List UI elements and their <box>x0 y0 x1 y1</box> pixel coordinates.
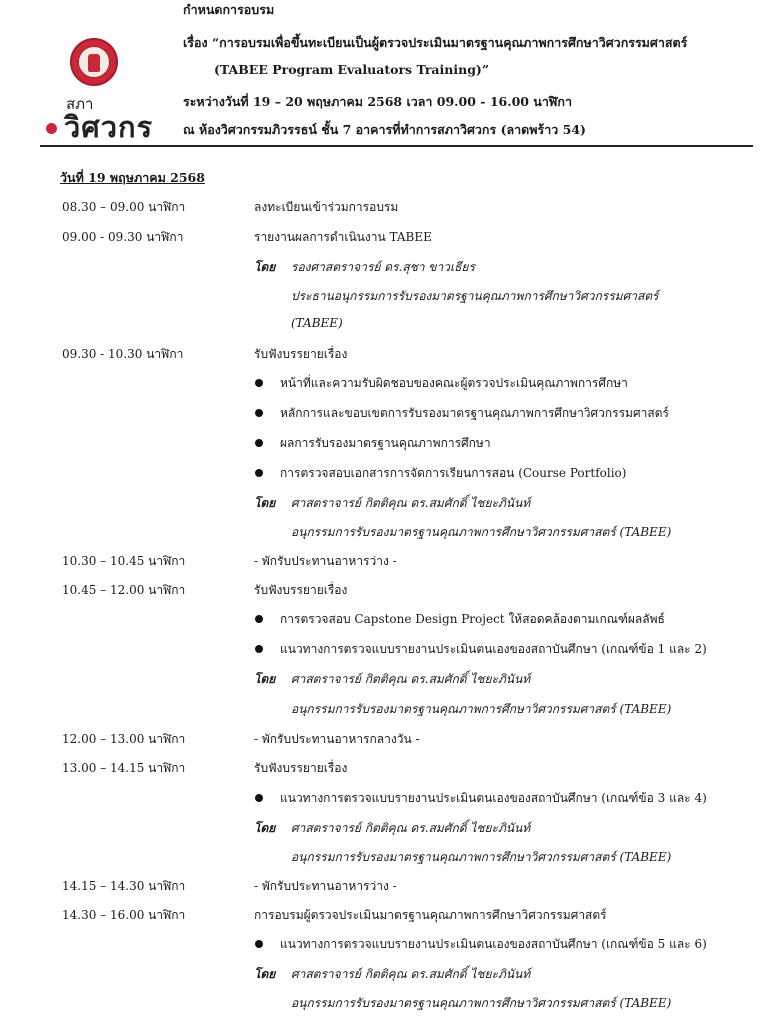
speaker-role: อนุกรรมการรับรองมาตรฐานคุณภาพการศึกษาวิศวกรรมศาสตร์ (TABEE) <box>291 996 672 1010</box>
speaker-row <box>0 965 763 985</box>
topic-text: การตรวจสอบเอกสารการจัดการเรียนการสอน (Course Portfolio) <box>280 466 627 480</box>
topic-text: แนวทางการตรวจแบบรายงานประเมินตนเองของสถาบันศึกษา (เกณฑ์ข้อ 1 และ 2) <box>280 642 707 656</box>
speaker-row <box>0 494 763 514</box>
time-slot: 12.00 – 13.00 นาฬิกา <box>62 732 186 746</box>
speaker-role-row <box>0 316 763 336</box>
topic-text: หน้าที่และความรับผิดชอบของคณะผู้ตรวจประเมินคุณภาพการศึกษา <box>280 376 628 390</box>
bullet-icon <box>255 379 263 387</box>
by-label: โดย <box>254 821 276 835</box>
speaker-role-row <box>0 848 763 868</box>
speaker-name: ศาสตราจารย์ กิตติคุณ ดร.สมศักดิ์ ไชยะภินันท์ <box>291 496 531 510</box>
time-slot: 14.30 – 16.00 นาฬิกา <box>62 908 186 922</box>
speaker-row <box>0 819 763 839</box>
topic-item <box>0 789 763 809</box>
bullet-icon <box>255 794 263 802</box>
speaker-role: อนุกรรมการรับรองมาตรฐานคุณภาพการศึกษาวิศวกรรมศาสตร์ (TABEE) <box>291 850 672 864</box>
session-desc: - พักรับประทานอาหารกลางวัน - <box>254 732 420 746</box>
speaker-role-row <box>0 700 763 720</box>
schedule-row <box>0 198 763 218</box>
speaker-name: ศาสตราจารย์ กิตติคุณ ดร.สมศักดิ์ ไชยะภินันท์ <box>291 967 531 981</box>
topic-item <box>0 404 763 424</box>
session-desc: รายงานผลการดำเนินงาน TABEE <box>254 230 432 244</box>
topic-item <box>0 434 763 454</box>
speaker-name: ศาสตราจารย์ กิตติคุณ ดร.สมศักดิ์ ไชยะภินันท์ <box>291 821 531 835</box>
by-label: โดย <box>254 672 276 686</box>
topic-item <box>0 935 763 955</box>
session-desc: รับฟังบรรยายเรื่อง <box>254 761 348 775</box>
time-slot: 13.00 – 14.15 นาฬิกา <box>62 761 186 775</box>
bullet-icon <box>255 439 263 447</box>
doc-subject-en: (TABEE Program Evaluators Training)” <box>214 62 490 77</box>
doc-venue: ณ ห้องวิศวกรรมภิวรรธน์ ชั้น 7 อาคารที่ทำการสภาวิศวกร (ลาดพร้าว 54) <box>183 122 586 137</box>
topic-item <box>0 464 763 484</box>
topic-text: หลักการและขอบเขตการรับรองมาตรฐานคุณภาพการศึกษาวิศวกรรมศาสตร์ <box>280 406 669 420</box>
bullet-icon <box>255 940 263 948</box>
schedule-row <box>0 581 763 601</box>
topic-item <box>0 610 763 630</box>
topic-text: การตรวจสอบ Capstone Design Project ให้สอดคล้องตามเกณฑ์ผลลัพธ์ <box>280 612 665 626</box>
session-desc: - พักรับประทานอาหารว่าง - <box>254 554 397 568</box>
doc-dates: ระหว่างวันที่ 19 – 20 พฤษภาคม 2568 เวลา 09.00 - 16.00 นาฬิกา <box>183 94 573 109</box>
speaker-row <box>0 670 763 690</box>
by-label: โดย <box>254 496 276 510</box>
logo-text-small: สภา <box>66 95 94 113</box>
bullet-icon <box>255 645 263 653</box>
speaker-role: ประธานอนุกรรมการรับรองมาตรฐานคุณภาพการศึกษาวิศวกรรมศาสตร์ <box>291 289 659 303</box>
speaker-name: รองศาสตราจารย์ ดร.สุชา ขาวเธียร <box>291 260 475 274</box>
header-divider <box>40 145 753 147</box>
topic-item <box>0 640 763 660</box>
speaker-role-row <box>0 523 763 543</box>
logo-dot-icon <box>46 123 57 134</box>
schedule-row <box>0 877 763 897</box>
schedule-row <box>0 906 763 926</box>
time-slot: 14.15 – 14.30 นาฬิกา <box>62 879 186 893</box>
speaker-name: ศาสตราจารย์ กิตติคุณ ดร.สมศักดิ์ ไชยะภินันท์ <box>291 672 531 686</box>
bullet-icon <box>255 409 263 417</box>
logo-text-big: วิศวกร <box>64 110 154 144</box>
by-label: โดย <box>254 260 276 274</box>
topic-text: แนวทางการตรวจแบบรายงานประเมินตนเองของสถาบันศึกษา (เกณฑ์ข้อ 3 และ 4) <box>280 791 707 805</box>
topic-text: แนวทางการตรวจแบบรายงานประเมินตนเองของสถาบันศึกษา (เกณฑ์ข้อ 5 และ 6) <box>280 937 707 951</box>
time-slot: 10.30 – 10.45 นาฬิกา <box>62 554 186 568</box>
by-label: โดย <box>254 967 276 981</box>
time-slot: 09.30 - 10.30 นาฬิกา <box>62 347 184 361</box>
bullet-icon <box>255 469 263 477</box>
time-slot: 08.30 – 09.00 นาฬิกา <box>62 200 186 214</box>
schedule-row <box>0 730 763 750</box>
session-desc: การอบรมผู้ตรวจประเมินมาตรฐานคุณภาพการศึกษาวิศวกรรมศาสตร์ <box>254 908 607 922</box>
day-title: วันที่ 19 พฤษภาคม 2568 <box>60 170 205 185</box>
doc-title: กำหนดการอบรม <box>183 2 275 17</box>
session-desc: ลงทะเบียนเข้าร่วมการอบรม <box>254 200 399 214</box>
schedule-row <box>0 228 763 248</box>
session-desc: รับฟังบรรยายเรื่อง <box>254 347 348 361</box>
bullet-icon <box>255 615 263 623</box>
schedule-row <box>0 552 763 572</box>
time-slot: 09.00 - 09.30 นาฬิกา <box>62 230 184 244</box>
session-desc: รับฟังบรรยายเรื่อง <box>254 583 348 597</box>
speaker-role: อนุกรรมการรับรองมาตรฐานคุณภาพการศึกษาวิศวกรรมศาสตร์ (TABEE) <box>291 525 672 539</box>
topic-text: ผลการรับรองมาตรฐานคุณภาพการศึกษา <box>280 436 491 450</box>
speaker-role-row <box>0 287 763 307</box>
schedule-row <box>0 345 763 365</box>
schedule-row <box>0 759 763 779</box>
speaker-role-row <box>0 994 763 1014</box>
speaker-role: อนุกรรมการรับรองมาตรฐานคุณภาพการศึกษาวิศวกรรมศาสตร์ (TABEE) <box>291 702 672 716</box>
topic-item <box>0 374 763 394</box>
time-slot: 10.45 – 12.00 นาฬิกา <box>62 583 186 597</box>
council-logo <box>40 30 170 145</box>
speaker-role: (TABEE) <box>291 316 343 330</box>
council-seal-icon <box>70 38 118 86</box>
speaker-row <box>0 258 763 278</box>
session-desc: - พักรับประทานอาหารว่าง - <box>254 879 397 893</box>
doc-subject: เรื่อง “การอบรมเพื่อขึ้นทะเบียนเป็นผู้ตรวจประเมินมาตรฐานคุณภาพการศึกษาวิศวกรรมศาสตร์ <box>183 35 688 50</box>
